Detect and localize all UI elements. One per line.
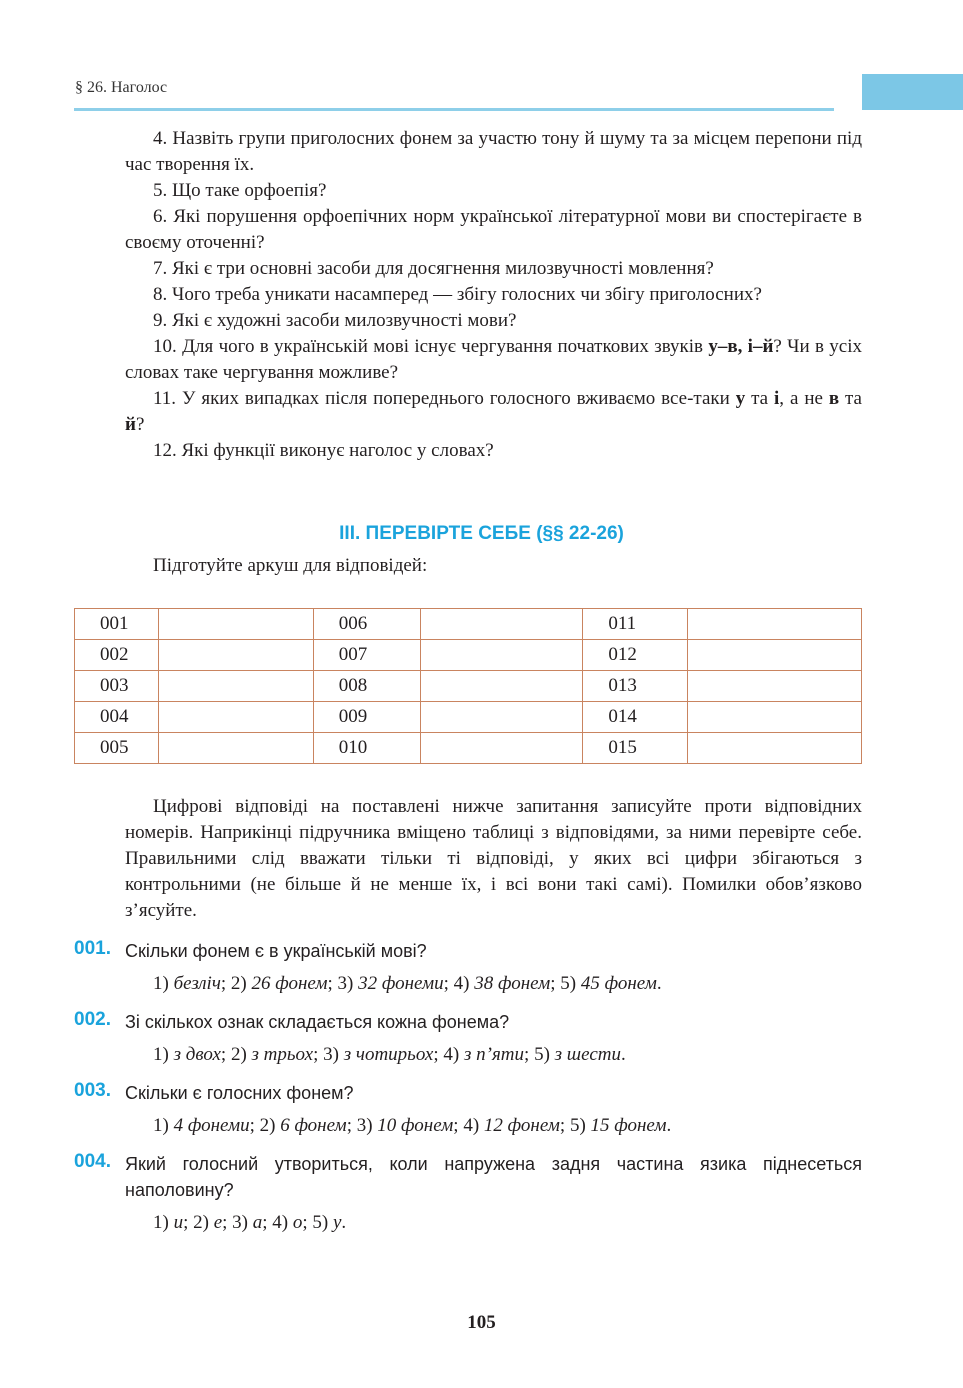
answer-cell xyxy=(420,702,583,733)
answer-cell xyxy=(688,609,862,640)
test-options: 1) з двох; 2) з трьох; 3) з чотирьох; 4) з п’яти; 5) з шести. xyxy=(153,1044,626,1065)
answer-number: 004 xyxy=(75,702,159,733)
test-item-004 xyxy=(74,1151,862,1236)
question-8: 8. Чого треба уникати насамперед — збігу голосних чи збігу приголосних? xyxy=(153,284,762,305)
answer-cell xyxy=(420,733,583,764)
question-10: 10. Для чого в українській мові існує чергування початкових звуків у–в, і–й? Чи в усіх словах таке чергування можливе? xyxy=(125,336,862,383)
answer-sheet-table xyxy=(74,608,862,764)
answer-cell xyxy=(158,733,313,764)
test-options: 1) и; 2) е; 3) а; 4) о; 5) у. xyxy=(153,1212,347,1233)
answer-cell xyxy=(688,733,862,764)
table-row xyxy=(75,733,862,764)
answer-number: 013 xyxy=(583,671,688,702)
test-number: 001. xyxy=(74,938,111,959)
question-6: 6. Які порушення орфоепічних норм української літературної мови ви спостерігаєте в своєму оточенні? xyxy=(125,206,862,253)
answer-cell xyxy=(158,640,313,671)
answer-cell xyxy=(688,671,862,702)
table-row xyxy=(75,702,862,733)
test-number: 002. xyxy=(74,1009,111,1030)
test-item-003 xyxy=(74,1080,862,1139)
answer-number: 012 xyxy=(583,640,688,671)
answer-number: 011 xyxy=(583,609,688,640)
table-row xyxy=(75,640,862,671)
question-4: 4. Назвіть групи приголосних фонем за участю тону й шуму та за місцем перепони під час творення їх. xyxy=(125,128,862,175)
running-header: § 26. Наголос xyxy=(75,79,168,96)
review-questions xyxy=(125,126,862,464)
answer-cell xyxy=(420,640,583,671)
page-number: 105 xyxy=(467,1312,496,1333)
question-9: 9. Які є художні засоби милозвучності мови? xyxy=(153,310,517,331)
test-options: 1) 4 фонеми; 2) 6 фонем; 3) 10 фонем; 4) 12 фонем; 5) 15 фонем. xyxy=(153,1115,672,1136)
answer-number: 014 xyxy=(583,702,688,733)
answer-number: 006 xyxy=(313,609,420,640)
test-item-001 xyxy=(74,938,862,997)
test-instructions: Цифрові відповіді на поставлені нижче запитання записуйте проти відповідних номерів. Наприкінці підручника вміщено таблиці з відповідями, за ними перевірте себе. Правильними слід вважати тільки ті відповіді, у яких всі цифри збігаються з контрольними (не більше й не менше їх, і всі вони такі самі). Помилки обов’язково з’ясуйте. xyxy=(125,796,862,921)
header-rule xyxy=(74,108,834,111)
section-title: ІІІ. ПЕРЕВІРТЕ СЕБЕ (§§ 22-26) xyxy=(339,523,624,544)
test-number: 003. xyxy=(74,1080,111,1101)
answer-cell xyxy=(158,609,313,640)
question-11: 11. У яких випадках після попереднього голосного вживаємо все-таки у та і, а не в та й? xyxy=(125,388,862,435)
test-number: 004. xyxy=(74,1151,111,1172)
answer-number: 015 xyxy=(583,733,688,764)
answer-cell xyxy=(688,640,862,671)
question-7: 7. Які є три основні засоби для досягнення милозвучності мовлення? xyxy=(153,258,714,279)
answer-number: 002 xyxy=(75,640,159,671)
test-question: Скільки є голосних фонем? xyxy=(125,1083,354,1103)
answer-number: 008 xyxy=(313,671,420,702)
answer-number: 001 xyxy=(75,609,159,640)
answer-cell xyxy=(688,702,862,733)
header-color-block xyxy=(862,74,963,110)
answer-number: 005 xyxy=(75,733,159,764)
answer-cell xyxy=(158,702,313,733)
answer-number: 010 xyxy=(313,733,420,764)
section-instruction: Підготуйте аркуш для відповідей: xyxy=(153,555,428,576)
test-question: Скільки фонем є в українській мові? xyxy=(125,941,427,961)
answer-number: 009 xyxy=(313,702,420,733)
table-row xyxy=(75,671,862,702)
test-options: 1) безліч; 2) 26 фонем; 3) 32 фонеми; 4) 38 фонем; 5) 45 фонем. xyxy=(153,973,662,994)
answer-cell xyxy=(158,671,313,702)
answer-cell xyxy=(420,609,583,640)
question-5: 5. Що таке орфоепія? xyxy=(153,180,327,201)
test-question: Який голосний утвориться, коли напружена задня частина язика піднесеться наполовину? xyxy=(125,1154,862,1200)
test-question: Зі скількох ознак складається кожна фонема? xyxy=(125,1012,510,1032)
test-item-002 xyxy=(74,1009,862,1068)
answer-number: 003 xyxy=(75,671,159,702)
answer-cell xyxy=(420,671,583,702)
question-12: 12. Які функції виконує наголос у словах? xyxy=(153,440,494,461)
answer-number: 007 xyxy=(313,640,420,671)
table-row xyxy=(75,609,862,640)
